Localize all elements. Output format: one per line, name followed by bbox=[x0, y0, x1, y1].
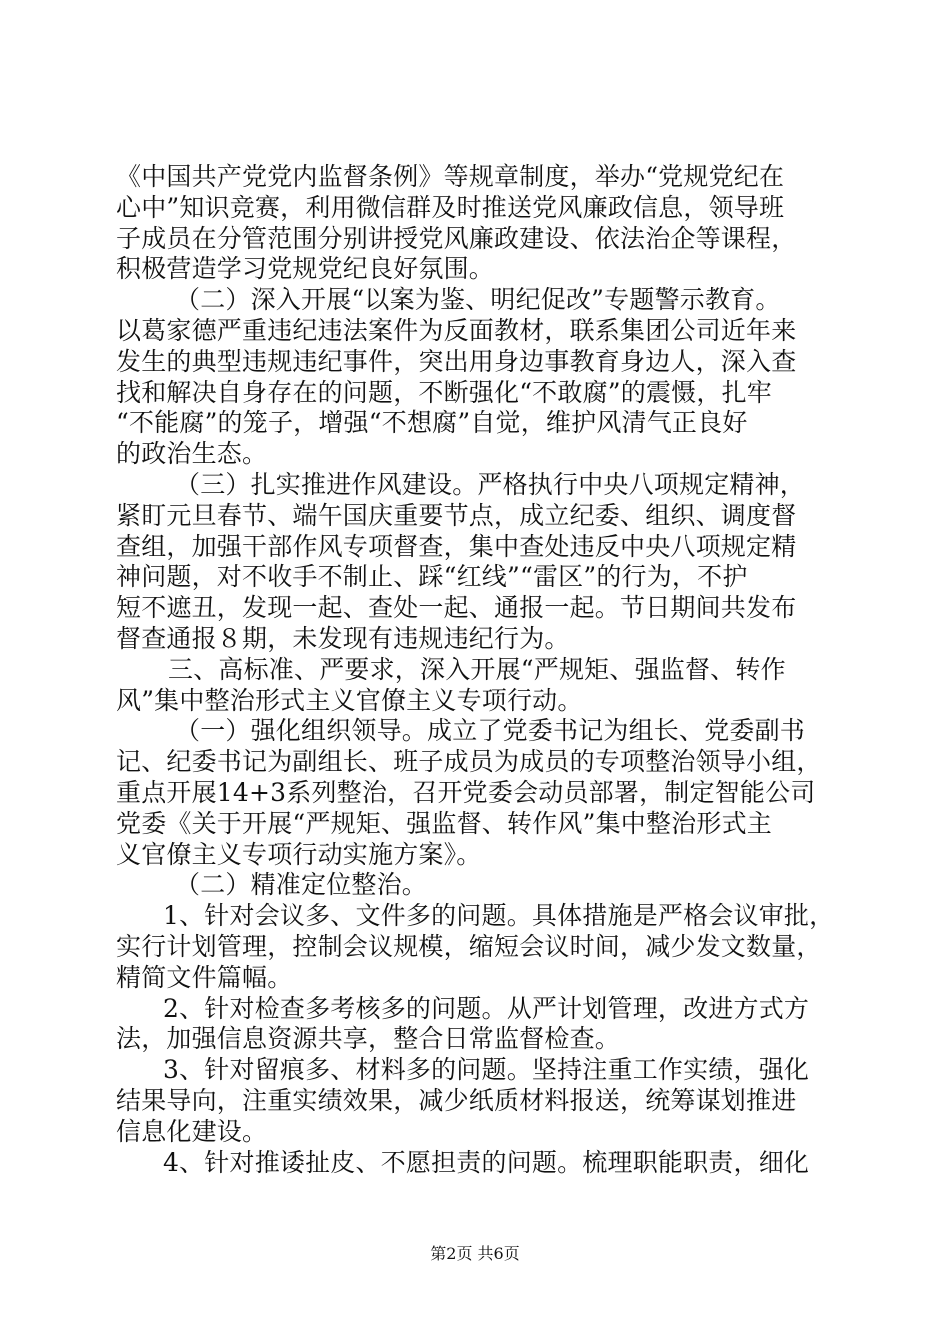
text-line: 4、针对推诿扯皮、不愿担责的问题。梳理职能职责，细化 bbox=[163, 1147, 810, 1177]
text-line: 的政治生态。 bbox=[116, 439, 268, 469]
text-line: 子成员在分管范围分别讲授党风廉政建设、依法治企等课程， bbox=[116, 223, 797, 253]
text-line: 2、针对检查多考核多的问题。从严计划管理，改进方式方 bbox=[163, 993, 810, 1023]
text-line: 法，加强信息资源共享，整合日常监督检查。 bbox=[116, 1024, 621, 1054]
text-line: （一）强化组织领导。成立了党委书记为组长、党委副书 bbox=[175, 716, 806, 746]
text-line: 信息化建设。 bbox=[116, 1116, 268, 1146]
text-line: 发生的典型违规违纪事件，突出用身边事教育身边人，深入查 bbox=[116, 346, 797, 376]
text-line: （二）深入开展“以案为鉴、明纪促改”专题警示教育。 bbox=[175, 285, 781, 315]
text-line: 短不遮丑，发现一起、查处一起、通报一起。节日期间共发布 bbox=[116, 593, 797, 623]
text-line: 重点开展14+3系列整治，召开党委会动员部署，制定智能公司 bbox=[116, 778, 816, 807]
text-line: 找和解决自身存在的问题，不断强化“不敢腐”的震慑，扎牢 bbox=[116, 377, 772, 407]
text-line: 实行计划管理，控制会议规模，缩短会议时间，减少发文数量， bbox=[116, 932, 822, 961]
text-line: 神问题，对不收手不制止、踩“红线”“雷区”的行为，不护 bbox=[116, 562, 748, 592]
page-footer: 第2页 共6页 bbox=[430, 1244, 520, 1263]
text-line: （二）精准定位整治。 bbox=[175, 870, 428, 900]
text-line: 记、纪委书记为副组长、班子成员为成员的专项整治领导小组， bbox=[116, 747, 822, 777]
text-line: 结果导向，注重实绩效果，减少纸质材料报送，统筹谋划推进 bbox=[116, 1086, 797, 1115]
text-line: 精简文件篇幅。 bbox=[116, 962, 293, 992]
text-line: 积极营造学习党规党纪良好氛围。 bbox=[116, 254, 495, 284]
text-line: 党委《关于开展“严规矩、强监督、转作风”集中整治形式主 bbox=[116, 808, 772, 838]
text-line: （三）扎实推进作风建设。严格执行中央八项规定精神， bbox=[175, 470, 806, 499]
text-line: 督查通报８期，未发现有违规违纪行为。 bbox=[116, 624, 570, 653]
text-line: 1、针对会议多、文件多的问题。具体措施是严格会议审批， bbox=[163, 901, 835, 931]
text-line: 心中”知识竞赛，利用微信群及时推送党风廉政信息，领导班 bbox=[116, 192, 785, 222]
text-line: 紧盯元旦春节、端午国庆重要节点，成立纪委、组织、调度督 bbox=[116, 500, 797, 530]
text-line: 三、高标准、严要求，深入开展“严规矩、强监督、转作 bbox=[168, 654, 786, 684]
text-line: 3、针对留痕多、材料多的问题。坚持注重工作实绩，强化 bbox=[163, 1055, 810, 1085]
text-line: “不能腐”的笼子，增强“不想腐”自觉，维护风清气正良好 bbox=[116, 408, 748, 438]
text-line: 风”集中整治形式主义官僚主义专项行动。 bbox=[116, 685, 583, 715]
text-line: 《中国共产党党内监督条例》等规章制度，举办“党规党纪在 bbox=[116, 162, 785, 191]
text-line: 义官僚主义专项行动实施方案》。 bbox=[116, 839, 482, 869]
text-line: 查组，加强干部作风专项督查，集中查处违反中央八项规定精 bbox=[116, 531, 797, 561]
text-line: 以葛家德严重违纪违法案件为反面教材，联系集团公司近年来 bbox=[116, 316, 797, 345]
